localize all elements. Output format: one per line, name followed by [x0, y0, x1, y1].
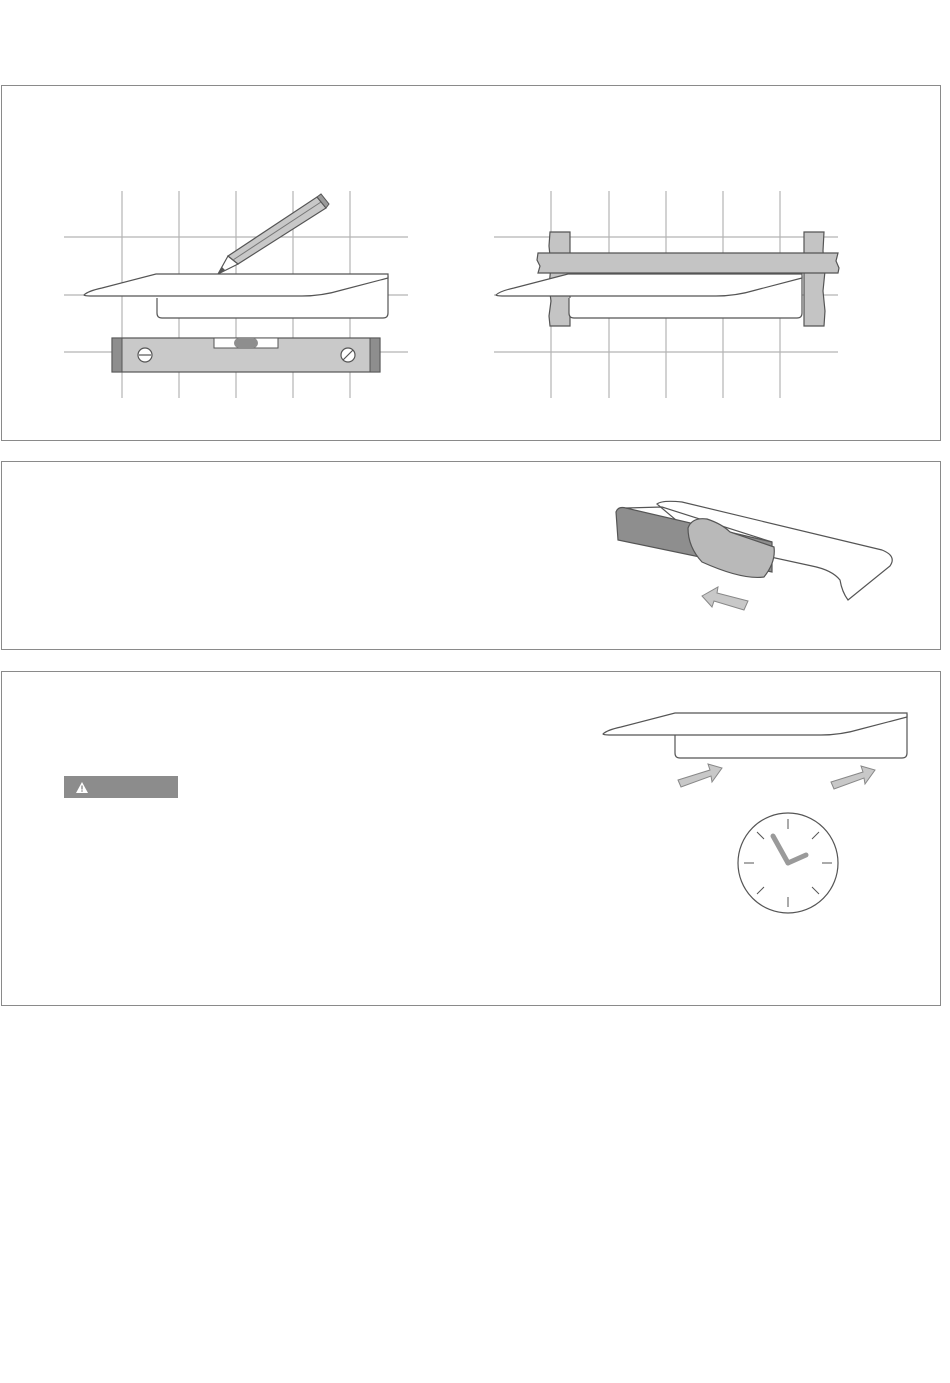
mounting-bar: [537, 253, 839, 273]
illustration-peel-film: [2, 462, 942, 651]
mounting-bracket-right: [804, 232, 825, 326]
shelf: [496, 274, 802, 318]
arrow-right-icon: [831, 766, 875, 789]
illustration-press-shelf: [2, 672, 942, 1007]
panel-mounting-layout: [1, 85, 941, 441]
illustration-shelf-on-wall: [2, 86, 942, 442]
panel-adhesive-backing: [1, 461, 941, 650]
panel-press-and-wait: [1, 671, 941, 1006]
clock-icon: [738, 813, 838, 913]
arrow-left-icon: [702, 587, 748, 610]
shelf: [603, 713, 907, 758]
arrow-right-icon: [678, 764, 722, 787]
